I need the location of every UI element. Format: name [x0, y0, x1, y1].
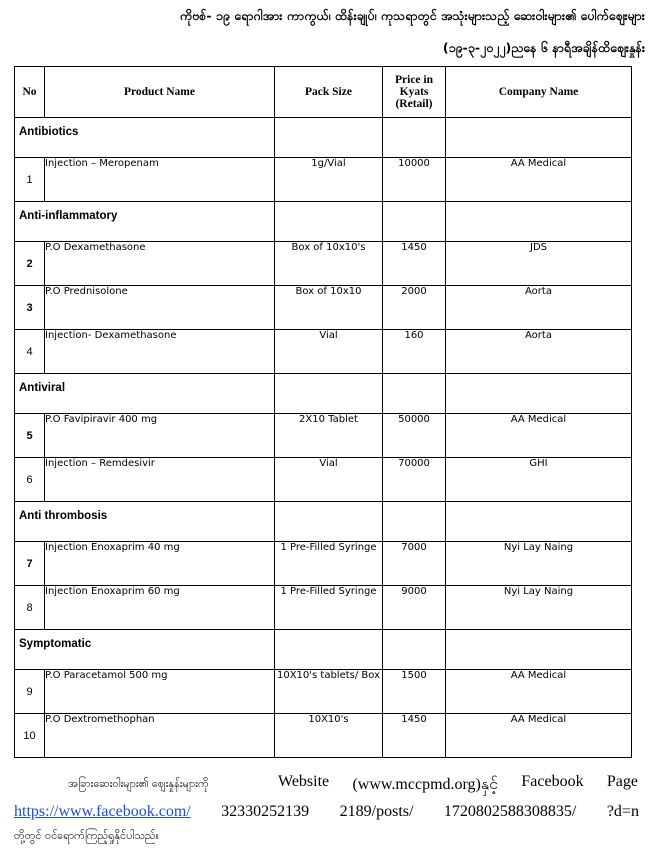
footer-word: Page [606, 773, 638, 790]
price-cell: 160 [383, 330, 446, 374]
price-cell: 9000 [383, 586, 446, 630]
product-name-cell: P.O Dextromethophan [45, 714, 275, 758]
table-row [15, 714, 632, 758]
product-name-cell: Injection- Dexamethasone [45, 330, 275, 374]
pack-size-cell: 2X10 Tablet [275, 414, 383, 458]
empty-cell [275, 202, 383, 242]
empty-cell [383, 374, 446, 414]
empty-cell [383, 502, 446, 542]
footer-word: Website [278, 773, 330, 790]
price-table [14, 66, 632, 758]
table-row [15, 670, 632, 714]
product-name-cell: P.O Favipiravir 400 mg [45, 414, 275, 458]
table-row [15, 242, 632, 286]
category-row [15, 630, 632, 670]
price-cell: 50000 [383, 414, 446, 458]
header-price: Price in Kyats (Retail) [383, 67, 446, 118]
company-name-cell: Nyi Lay Naing [446, 586, 632, 630]
pack-size-cell: Box of 10x10 [275, 286, 383, 330]
row-number: 5 [15, 414, 45, 458]
footer-line-2 [14, 803, 639, 821]
price-cell: 1450 [383, 242, 446, 286]
empty-cell [446, 630, 632, 670]
pack-size-cell: 10X10's tablets/ Box [275, 670, 383, 714]
company-name-cell: GHI [446, 458, 632, 502]
category-label: Antiviral [15, 374, 275, 414]
table-row [15, 286, 632, 330]
pack-size-cell: Box of 10x10's [275, 242, 383, 286]
company-name-cell: AA Medical [446, 158, 632, 202]
table-row [15, 542, 632, 586]
price-cell: 2000 [383, 286, 446, 330]
footer-line-3: တို့တွင် ဝင်ရောက်ကြည့်ရှုနိုင်ပါသည်။ [14, 829, 159, 842]
product-name-cell: P.O Paracetamol 500 mg [45, 670, 275, 714]
company-name-cell: AA Medical [446, 714, 632, 758]
url-part: ?d=n [606, 803, 639, 820]
table-body [15, 118, 632, 758]
price-cell: 7000 [383, 542, 446, 586]
empty-cell [446, 502, 632, 542]
price-cell: 70000 [383, 458, 446, 502]
empty-cell [446, 118, 632, 158]
facebook-link[interactable]: https://www.facebook.com/ [14, 803, 191, 820]
row-number: 10 [15, 714, 45, 758]
pack-size-cell: 1 Pre-Filled Syringe [275, 542, 383, 586]
company-name-cell: AA Medical [446, 670, 632, 714]
product-name-cell: P.O Prednisolone [45, 286, 275, 330]
company-name-cell: JDS [446, 242, 632, 286]
product-name-cell: Injection – Meropenam [45, 158, 275, 202]
pack-size-cell: 1 Pre-Filled Syringe [275, 586, 383, 630]
category-row [15, 118, 632, 158]
empty-cell [275, 630, 383, 670]
price-cell: 1450 [383, 714, 446, 758]
table-row [15, 586, 632, 630]
price-cell: 10000 [383, 158, 446, 202]
category-label: Anti thrombosis [15, 502, 275, 542]
empty-cell [446, 374, 632, 414]
url-part: 1720802588308835/ [443, 803, 577, 820]
product-name-cell: Injection Enoxaprim 40 mg [45, 542, 275, 586]
row-number: 2 [15, 242, 45, 286]
company-name-cell: AA Medical [446, 414, 632, 458]
header-no: No [15, 67, 45, 118]
url-part: 32330252139 [221, 803, 310, 820]
pack-size-cell: 1g/Vial [275, 158, 383, 202]
row-number: 1 [15, 158, 45, 202]
url-part: 2189/posts/ [339, 803, 414, 820]
table-row [15, 414, 632, 458]
empty-cell [275, 374, 383, 414]
row-number: 3 [15, 286, 45, 330]
header-product-name: Product Name [45, 67, 275, 118]
row-number: 8 [15, 586, 45, 630]
empty-cell [275, 502, 383, 542]
product-name-cell: P.O Dexamethasone [45, 242, 275, 286]
empty-cell [383, 202, 446, 242]
pack-size-cell: Vial [275, 458, 383, 502]
category-row [15, 202, 632, 242]
header-company-name: Company Name [446, 67, 632, 118]
category-label: Antibiotics [15, 118, 275, 158]
empty-cell [446, 202, 632, 242]
category-row [15, 502, 632, 542]
row-number: 6 [15, 458, 45, 502]
price-cell: 1500 [383, 670, 446, 714]
row-number: 7 [15, 542, 45, 586]
footer-myanmar-text: အခြားဆေးဝါးများ၏ ဈေးနှုန်းများကို [68, 777, 209, 790]
empty-cell [383, 630, 446, 670]
product-name-cell: Injection – Remdesivir [45, 458, 275, 502]
header-pack-size: Pack Size [275, 67, 383, 118]
table-row [15, 330, 632, 374]
pack-size-cell: Vial [275, 330, 383, 374]
category-label: Symptomatic [15, 630, 275, 670]
pack-size-cell: 10X10's [275, 714, 383, 758]
company-name-cell: Aorta [446, 330, 632, 374]
company-name-cell: Nyi Lay Naing [446, 542, 632, 586]
price-date-subtitle: (၁၉-၃-၂၀၂၂)ညနေ ၆ နာရီအချိန်ထိဈေးနှုန်း [442, 40, 645, 55]
website-link[interactable]: (www.mccpmd.org)နှင့် [352, 776, 499, 793]
page-title: ကိုဗစ်- ၁၉ ရောဂါအား ကာကွယ်၊ ထိန်းချုပ်၊ ကုသရာတွင် အသုံးများသည့် ဆေးဝါးများ၏ ပေါက်ဈေးများ [179, 8, 645, 23]
table-row [15, 458, 632, 502]
row-number: 4 [15, 330, 45, 374]
empty-cell [383, 118, 446, 158]
footer-word: Facebook [521, 773, 584, 790]
empty-cell [275, 118, 383, 158]
category-label: Anti-inflammatory [15, 202, 275, 242]
table-header-row [15, 67, 632, 118]
company-name-cell: Aorta [446, 286, 632, 330]
category-row [15, 374, 632, 414]
table-row [15, 158, 632, 202]
row-number: 9 [15, 670, 45, 714]
product-name-cell: Injection Enoxaprim 60 mg [45, 586, 275, 630]
